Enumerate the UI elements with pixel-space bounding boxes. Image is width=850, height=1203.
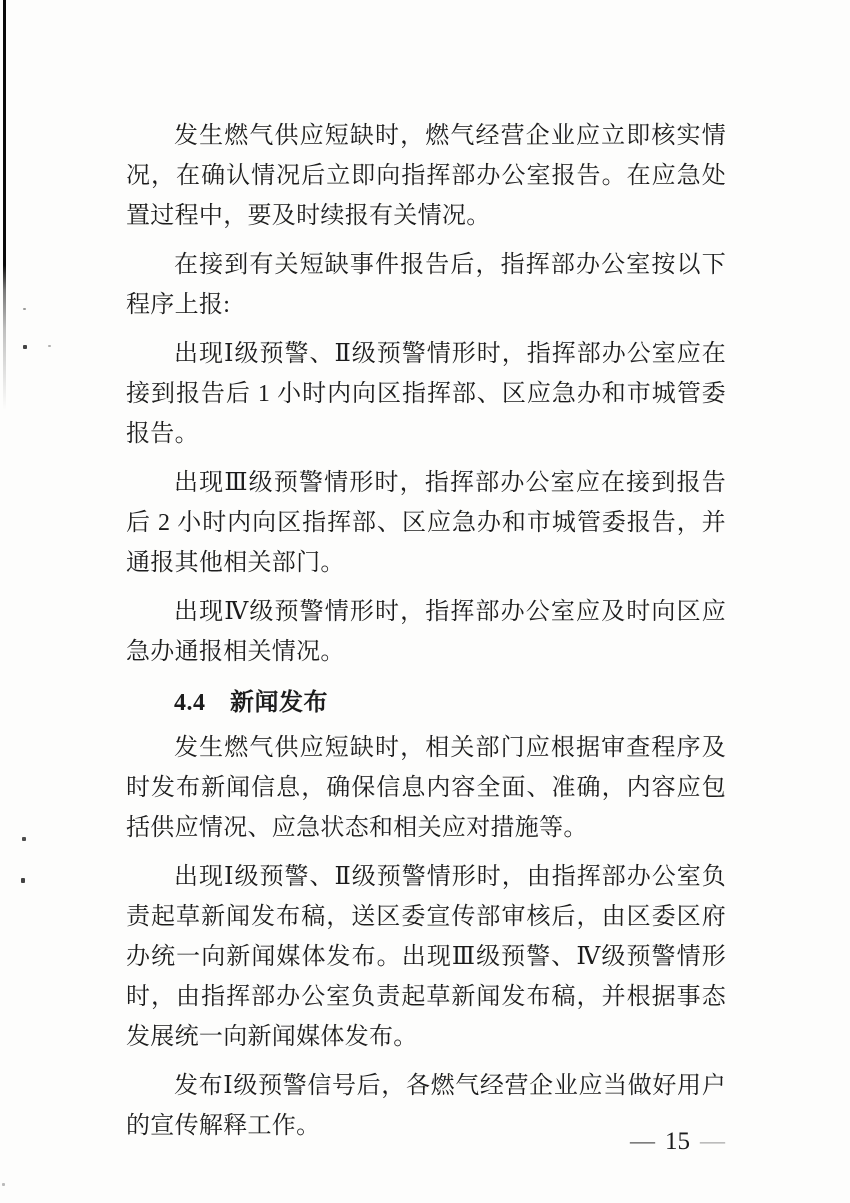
page-number-value: 15 (665, 1128, 690, 1155)
paragraph: 发生燃气供应短缺时，相关部门应根据审查程序及时发布新闻信息，确保信息内容全面、准确，内容应包括供应情况、应急状态和相关应对措施等。 (126, 735, 726, 841)
paragraph: 发布Ⅰ级预警信号后，各燃气经营企业应当做好用户的宣传解释工作。 (126, 1073, 726, 1139)
paragraph: 出现Ⅲ级预警情形时，指挥部办公室应在接到报告后 2 小时内向区指挥部、区应急办和市城管委报告，并通报其他相关部门。 (126, 470, 726, 576)
paragraph: 出现Ⅰ级预警、Ⅱ级预警情形时，指挥部办公室应在接到报告后 1 小时内向区指挥部、区应急办和市城管委报告。 (126, 341, 726, 447)
document-body (126, 116, 726, 1155)
page-number (630, 1128, 725, 1156)
ink-speck (21, 878, 25, 883)
page-number-dash-right: — (700, 1128, 725, 1155)
paragraph: 出现Ⅳ级预警情形时，指挥部办公室应及时向区应急办通报相关情况。 (126, 599, 726, 665)
paragraph: 在接到有关短缺事件报告后，指挥部办公室按以下程序上报: (126, 252, 726, 318)
ink-speck (23, 308, 26, 310)
paragraph: 发生燃气供应短缺时，燃气经营企业应立即核实情况，在确认情况后立即向指挥部办公室报告。在应急处置过程中，要及时续报有关情况。 (126, 123, 726, 229)
page-number-dash-left: — (630, 1128, 655, 1155)
ink-speck (2, 1183, 5, 1186)
ink-speck (48, 345, 51, 347)
scan-artifact-line (3, 0, 6, 410)
paragraph: 出现Ⅰ级预警、Ⅱ级预警情形时，由指挥部办公室负责起草新闻发布稿，送区委宣传部审核后，由区委区府办统一向新闻媒体发布。出现Ⅲ级预警、Ⅳ级预警情形时，由指挥部办公室负责起草新闻发布稿，并根据事态发展统一向新闻媒体发布。 (126, 864, 726, 1050)
ink-speck (22, 837, 26, 841)
section-heading: 4.4 新闻发布 (174, 690, 328, 716)
ink-speck (23, 345, 27, 349)
